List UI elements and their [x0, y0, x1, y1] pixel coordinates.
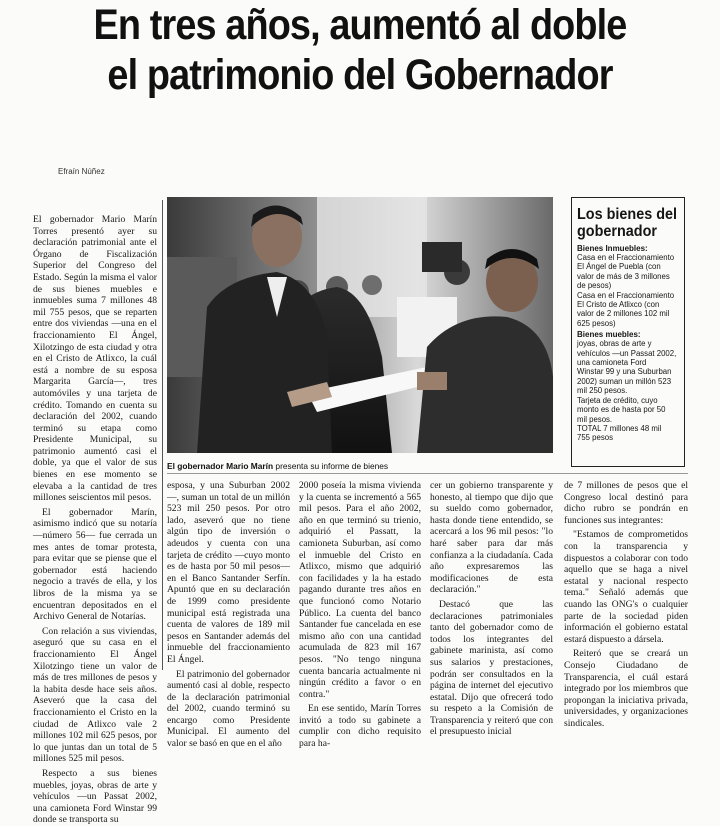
caption-rule — [167, 473, 688, 474]
headline — [43, 0, 677, 100]
paragraph: Respecto a sus bienes muebles, joyas, obras de arte y vehículos —un Passat 2002, una camioneta Ford Winstar 99 donde se transporta su — [33, 767, 157, 826]
muebles-line: mil pesos. — [577, 414, 613, 424]
paragraph: "Estamos de comprometidos con la transparencia y dispuestos a colaborar con todo aquello que se haga a nivel estatal y nacional respecto tema." Señaló además que cuando las ONG's o cualquier parte de la sociedad piden información el gobierno estatal estará dispuesto a dársela. — [564, 529, 688, 645]
muebles-line: TOTAL 7 millones 48 mil — [577, 423, 662, 433]
muebles-line: mil 250 pesos. — [577, 386, 628, 396]
paragraph: En ese sentido, Marín Torres invitó a todo su gabinete a cumplir con dicho requisito para ha- — [299, 703, 421, 750]
muebles-line: Tarjeta de crédito, cuyo — [577, 395, 658, 405]
inmuebles-line: El Cristo de Atlixco (con — [577, 300, 660, 310]
column-divider — [162, 200, 163, 670]
paragraph: Con relación a sus viviendas, aseguró que su casa en el fraccionamiento El Ángel Xilotzingo tiene un valor de más de tres millones de pesos y la habita desde hace seis años. Aseveró que la casa del fraccionamiento el Cristo en la ciudad de Atlixco vale 2 millones 102 mil 625 pesos, por lo que juntas dan un total de 5 millones 525 mil pesos. — [33, 625, 157, 765]
muebles-line: 2002) suman un millón 523 — [577, 376, 672, 386]
sidebar-title-line-2: gobernador — [577, 223, 658, 240]
inmuebles-line: de pesos) — [577, 281, 612, 291]
sidebar-title — [577, 206, 678, 240]
article-column-2 — [167, 480, 290, 750]
paragraph: El gobernador Mario Marín Torres presentó ayer su declaración patrimonial ante el Órgano de Fiscalización Superior del Congreso del Estado. Según la misma el valor de sus bienes muebles e inmuebles suma 7 millones 48 mil 755 pesos, que se reparten entre dos viviendas —una en el fraccionamiento El Ángel, Xilotzingo de esta ciudad y otra en el Cristo de Atlixco, la cuál está a nombre de su esposa Margarita García—, tres automóviles y una tarjeta de crédito. Tomando en cuenta su declaración del 2002, cuando terminó su etapa como Presidente Municipal, su patrimonio aumentó casi el doble, ya que el valor de sus bienes en ese momento se elevaba a la cantidad de tres millones seiscientos mil pesos. — [33, 214, 157, 504]
muebles-line: 755 pesos — [577, 433, 613, 443]
paragraph: Reiteró que se creará un Consejo Ciudadano de Transparencia, el cuál estará integrado por los miembros que propongan la iniciativa privada, universidades, y organizaciones sindicales. — [564, 648, 688, 729]
headline-line-2: el patrimonio del Gobernador — [107, 51, 613, 99]
paragraph: 2000 poseía la misma vivienda y la cuenta se incrementó a 565 mil pesos. Para el año 2002, año en que terminó su trienio, adquirió el Passatt, la camioneta Suburban, así como el inmueble del Cristo en Atlixco, mismo que adquirió con facilidades y la ha estado pagando durante tres años en que funcionó como Notario Público. La cuenta del banco Santander fue cancelada en ese mismo año con una cantidad acumulada de 823 mil 167 pesos. "No tengo ninguna cuenta bancaria actualmente ni ningún crédito a favor o en contra." — [299, 480, 421, 700]
paragraph: esposa, y una Suburban 2002—, suman un total de un millón 523 mil 250 pesos. Por otro lado, aseveró que no tiene algún tipo de inversión o adeudos y cuenta con una tarjeta de crédito —cuyo monto es de hasta por 50 mil pesos— en el Banco Santander Serfín. Apuntó que en su declaración de 1999 como presidente municipal está registrada una cuenta de valores de 189 mil pesos en Santander además del inmueble del fraccionamiento El Ángel. — [167, 480, 290, 665]
inmuebles-line: Casa en el Fraccionamiento — [577, 290, 675, 300]
photo-image — [167, 197, 553, 453]
article-column-4 — [430, 480, 553, 738]
inmuebles-line: Casa en el Fraccionamiento — [577, 253, 675, 262]
inmuebles-label: Bienes Inmuebles: — [577, 244, 648, 253]
muebles-line: monto es de hasta por 50 — [577, 405, 666, 415]
photo-caption — [167, 461, 553, 471]
article-column-3 — [299, 480, 421, 750]
inmuebles-line: El Ángel de Puebla (con — [577, 262, 661, 272]
paragraph: de 7 millones de pesos que el Congreso local destinó para dicho rubro se pondrán en funciones sus integrantes: — [564, 480, 688, 526]
headline-line-1: En tres años, aumentó al doble — [93, 1, 627, 49]
paragraph: El patrimonio del gobernador aumentó casi al doble, respecto de la declaración patrimonial del 2002, cuando terminó su encargo como Presidente Municipal. El aumento del valor se basó en que en el año — [167, 668, 290, 750]
paragraph: cer un gobierno transparente y honesto, al tiempo que dijo que su sueldo como gobernador, hasta donde tiene entendido, se acercará a los 96 mil pesos: "lo haré saber para dar más confianza a la ciudadanía. Cada año expresaremos las modificaciones de esta declaración." — [430, 480, 553, 596]
caption-text: presenta su informe de bienes — [273, 461, 389, 471]
paragraph: El gobernador Marín, asimismo indicó que su notaría —número 56— fue cerrada un mes antes de tomar protesta, para evitar que se piense que el gobernador está haciendo negocio a través de ella, y los libros de la misma ya se encuentran depositados en el Archivo General de Notarías. — [33, 506, 157, 623]
inmuebles-line: valor de 2 millones 102 mil — [577, 309, 670, 319]
muebles-line: vehículos —un Passat 2002, — [577, 348, 677, 358]
paragraph: Destacó que las declaraciones patrimoniales tanto del gobernador como de todos los integrantes del gabinete marinista, así como sus salarios y prestaciones, podrán ser consultados en la página de internet del ejecutivo estatal. Dijo que ofrecerá todo su respeto a la Comisión de Transparencia y reiteró que con el presupuesto inicial — [430, 598, 553, 738]
sidebar-title-line-1: Los bienes del — [577, 206, 678, 223]
article-column-5 — [564, 480, 688, 729]
muebles-label: Bienes muebles: — [577, 330, 641, 340]
muebles-line: una camioneta Ford — [577, 358, 647, 368]
caption-subject: El gobernador Mario Marín — [167, 461, 274, 471]
sidebar-box — [571, 197, 685, 467]
byline: Efraín Núñez — [58, 167, 105, 176]
muebles-line: joyas, obras de arte y — [577, 339, 652, 349]
inmuebles-line: valor de más de 3 millones — [577, 271, 670, 281]
muebles-line: Winstar 99 y una Suburban — [577, 367, 672, 377]
inmuebles-line: 625 pesos) — [577, 318, 616, 328]
article-column-1 — [33, 214, 157, 826]
governor-photo — [167, 197, 553, 453]
